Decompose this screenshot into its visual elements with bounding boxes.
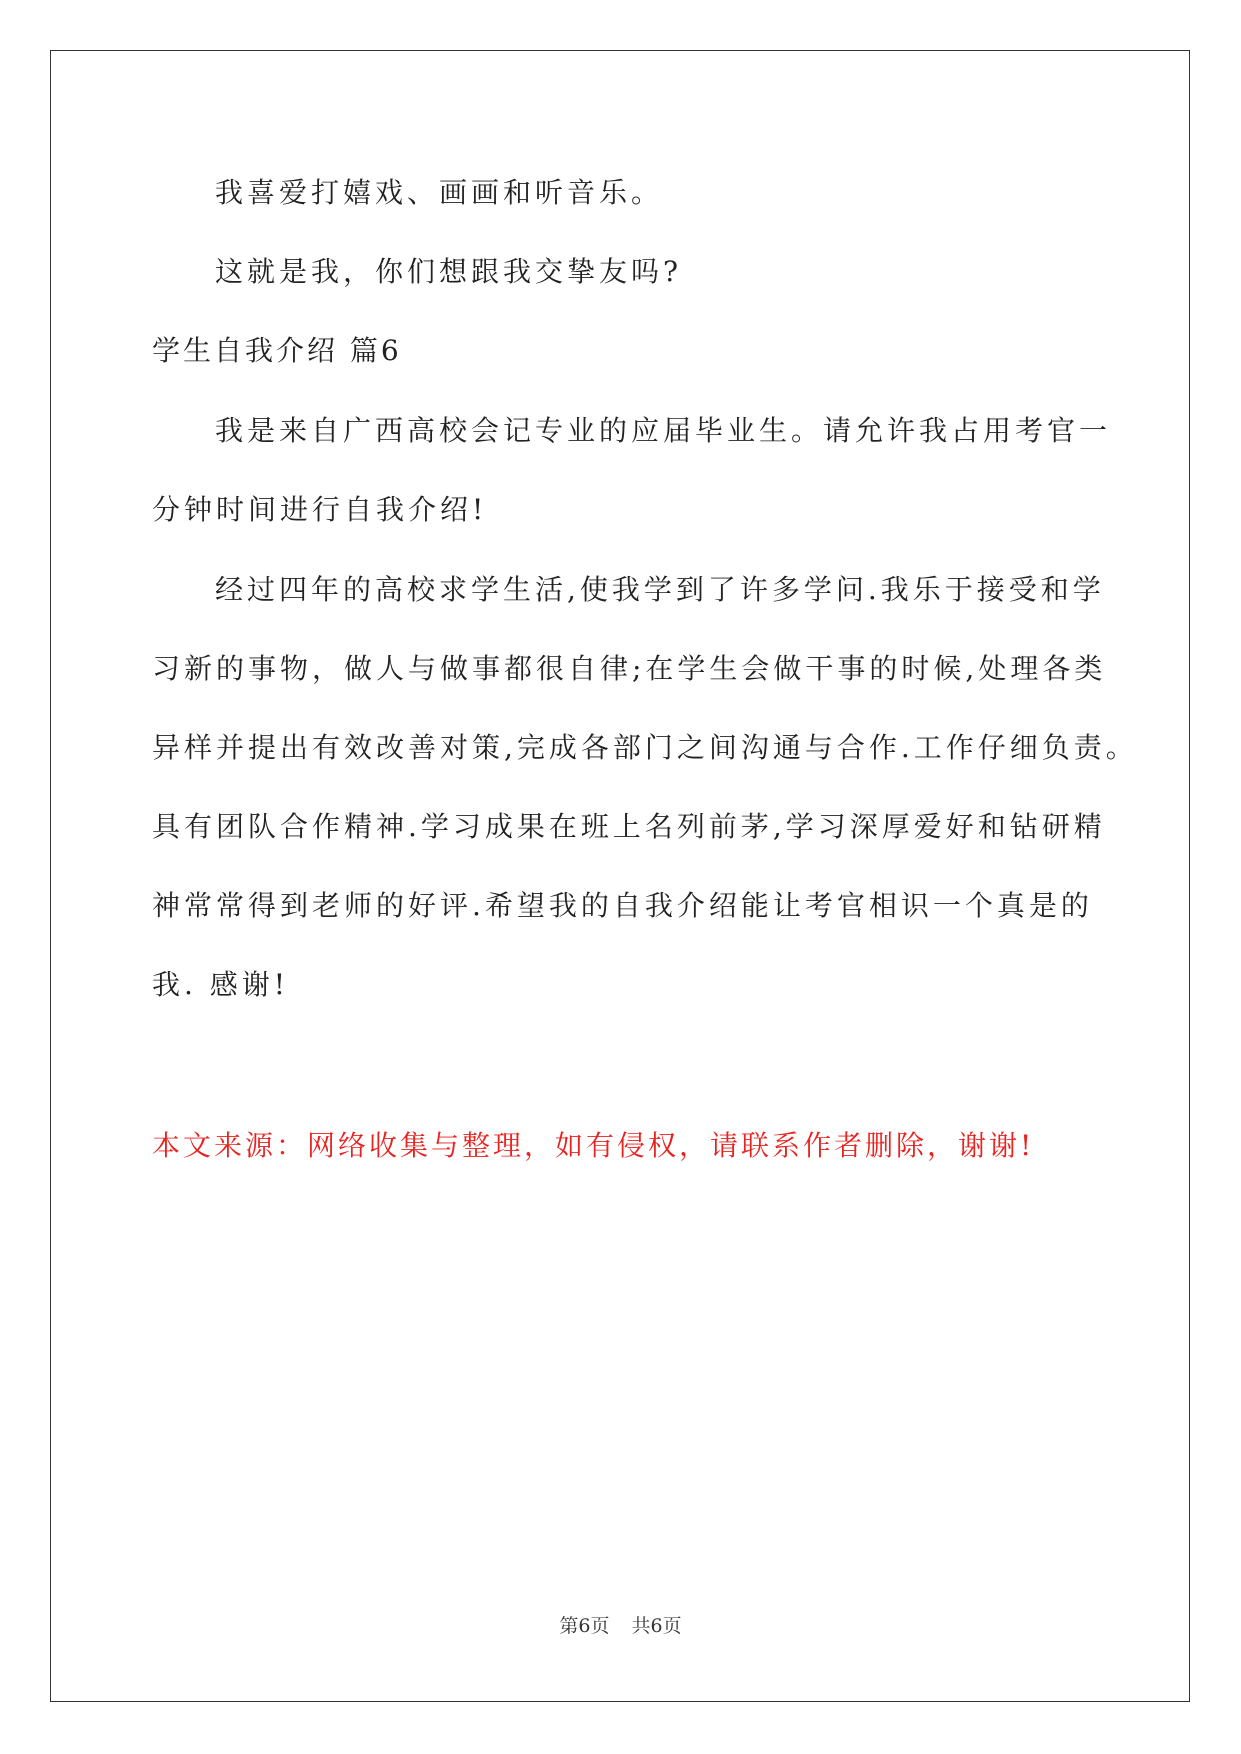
body-line-10: 我. 感谢!	[152, 968, 290, 1001]
section-heading: 学生自我介绍 篇6	[152, 334, 402, 367]
body-line-2: 这就是我，你们想跟我交挚友吗?	[215, 255, 683, 288]
page-border	[50, 50, 1190, 1702]
page-number-total: 共6页	[631, 1615, 682, 1637]
source-notice: 本文来源：网络收集与整理，如有侵权，请联系作者删除，谢谢!	[152, 1129, 1035, 1162]
body-line-9: 神常常得到老师的好评.希望我的自我介绍能让考官相识一个真是的	[152, 889, 1093, 922]
body-line-1: 我喜爱打嬉戏、画画和听音乐。	[215, 176, 664, 209]
page-number-current: 第6页	[559, 1615, 610, 1637]
body-line-8: 具有团队合作精神.学习成果在班上名列前茅,学习深厚爱好和钻研精	[152, 810, 1106, 843]
body-line-5: 经过四年的高校求学生活,使我学到了许多学问.我乐于接受和学	[215, 573, 1105, 606]
body-line-3: 我是来自广西高校会记专业的应届毕业生。请允许我占用考官一	[215, 414, 1112, 447]
page-footer	[0, 1614, 1241, 1638]
body-line-7: 异样并提出有效改善对策,完成各部门之间沟通与合作.工作仔细负责。	[152, 731, 1138, 764]
body-line-6: 习新的事物，做人与做事都很自律;在学生会做干事的时候,处理各类	[152, 652, 1107, 685]
body-line-4: 分钟时间进行自我介绍!	[152, 493, 488, 526]
